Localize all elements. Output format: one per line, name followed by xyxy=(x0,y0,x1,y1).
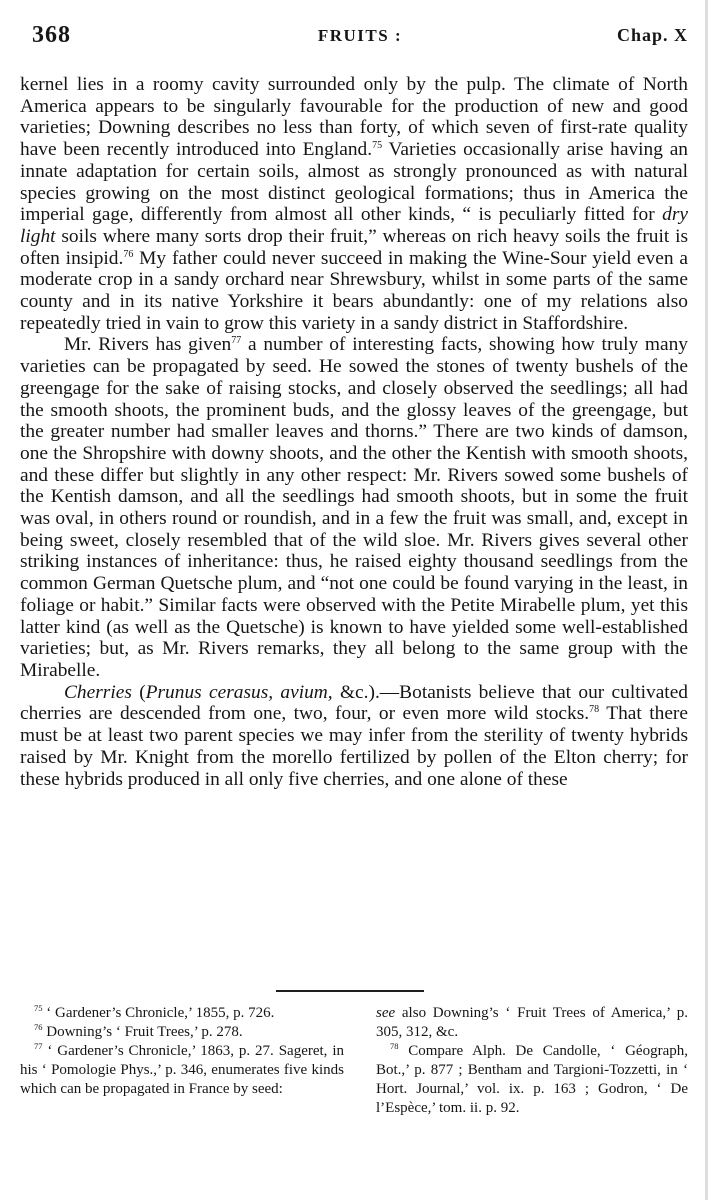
footnote-ref-76: 76 xyxy=(123,248,134,260)
footnote-76 xyxy=(20,1023,344,1042)
footnote-text: ‘ Gardener’s Chronicle,’ 1855, p. 726. xyxy=(42,1005,275,1021)
paragraph-plums-varieties xyxy=(20,74,688,334)
page-header xyxy=(32,22,688,52)
footnotes-left-column xyxy=(20,1004,344,1099)
footnote-text: Downing’s ‘ Fruit Trees,’ p. 278. xyxy=(42,1024,243,1040)
text-span: soils where many sorts drop their fruit,” whereas on rich heavy soils the fruit is often insipid. xyxy=(20,225,688,269)
text-span: That there must be at least two parent species we may infer from the sterility of twenty hybrids raised by Mr. Knight from the morello fertilized by pollen of the Elton cherry; for these hybrids produced in all only five cherries, and one alone of these xyxy=(20,703,688,790)
footnotes-right-column xyxy=(376,1004,688,1118)
text-span: &c.).—Botanists believe that our cultivated cherries are descended from one, two, four, or even more wild stocks. xyxy=(20,681,688,725)
text-span: ( xyxy=(131,681,146,703)
paragraph-rivers xyxy=(20,334,688,681)
text-span: Varieties occasionally arise having an innate adaptation for certain soils, almost as strongly pronounced as with natural species growing on the most distinct geological formations; thus in America the imperial gage, differently from almost all other kinds, “ is peculiarly fitted for xyxy=(20,139,688,226)
footnote-number: 76 xyxy=(34,1022,43,1032)
footnote-number: 75 xyxy=(34,1003,43,1013)
footnote-ref-77: 77 xyxy=(231,335,242,347)
italic-species: Prunus cerasus, avium, xyxy=(145,681,333,703)
footnote-text: also Downing’s ‘ Fruit Trees of America,’ p. 305, 312, &c. xyxy=(376,1005,688,1040)
chapter-label: Chap. X xyxy=(616,25,688,45)
text-span: My father could never succeed in making the Wine-Sour yield even a moderate crop in a sandy orchard near Shrewsbury, whilst in some parts of the same county and in its native Yorkshire it bears abundantly: one of my relations also repeatedly tried in vain to grow this variety in a sandy district in Staffordshire. xyxy=(20,247,688,334)
footnote-ref-78: 78 xyxy=(589,704,600,716)
text-span: Mr. Rivers has given xyxy=(64,334,232,356)
footnotes xyxy=(20,1004,688,1154)
text-span: kernel lies in a roomy cavity surrounded only by the pulp. The climate of North America appears to be singularly favourable for the production of new and good varieties; Downing describes no less than forty, of which seven of first-rate quality have been recently introduced into England. xyxy=(20,74,688,161)
page-number: 368 xyxy=(32,22,71,48)
italic-cherries: Cherries xyxy=(64,681,132,703)
text-span: a number of interesting facts, showing how truly many varieties can be propagated by seed. He sowed the stones of twenty bushels of the greengage for the sake of raising stocks, and closely observed the seedlings; all had the smooth shoots, the prominent buds, and the glossy leaves of the greengage, but the greater number had smaller leaves and thorns.” There are two kinds of damson, one the Shropshire with downy shoots, and the other the Kentish with smooth shoots, and these differ but slightly in any other respect: Mr. Rivers sowed some bushels of the Kentish damson, and all the seedlings had smooth shoots, but in some the fruit was oval, in others round or roundish, and in a few the fruit was small, and, except in being sweet, closely resembled that of the wild sloe. Mr. Rivers gives several other striking instances of inheritance: thus, he raised eighty thousand seedlings from the common German Quetsche plum, and “not one could be found varying in the least, in foliage or habit.” Similar facts were observed with the Petite Mirabelle plum, yet this latter kind (as well as the Quetsche) is known to have yielded some well-established varieties; but, as Mr. Rivers remarks, they all belong to the same group with the Mirabelle. xyxy=(20,334,688,681)
footnote-78 xyxy=(376,1042,688,1118)
footnote-77-continuation xyxy=(376,1004,688,1042)
body-text xyxy=(20,74,688,790)
footnote-number: 78 xyxy=(390,1041,399,1051)
italic-see: see xyxy=(376,1005,396,1021)
footnote-ref-75: 75 xyxy=(372,140,383,152)
footnote-divider xyxy=(276,990,424,992)
footnote-75 xyxy=(20,1004,344,1023)
italic-dry-light: dry light xyxy=(20,204,688,247)
running-title: FRUITS : xyxy=(317,26,403,45)
paragraph-cherries xyxy=(20,682,688,791)
footnote-77 xyxy=(20,1042,344,1099)
footnote-text: ‘ Gardener’s Chronicle,’ 1863, p. 27. Sageret, in his ‘ Pomologie Phys.,’ p. 346, enumerates five kinds which can be propagated in France by seed: xyxy=(20,1043,344,1097)
footnote-number: 77 xyxy=(34,1041,43,1051)
footnote-text: Compare Alph. De Candolle, ‘ Géograph, Bot.,’ p. 877 ; Bentham and Targioni-Tozzetti, in ‘ Hort. Journal,’ vol. ix. p. 163 ; Godron, ‘ De l’Espèce,’ tom. ii. p. 92. xyxy=(376,1043,688,1116)
